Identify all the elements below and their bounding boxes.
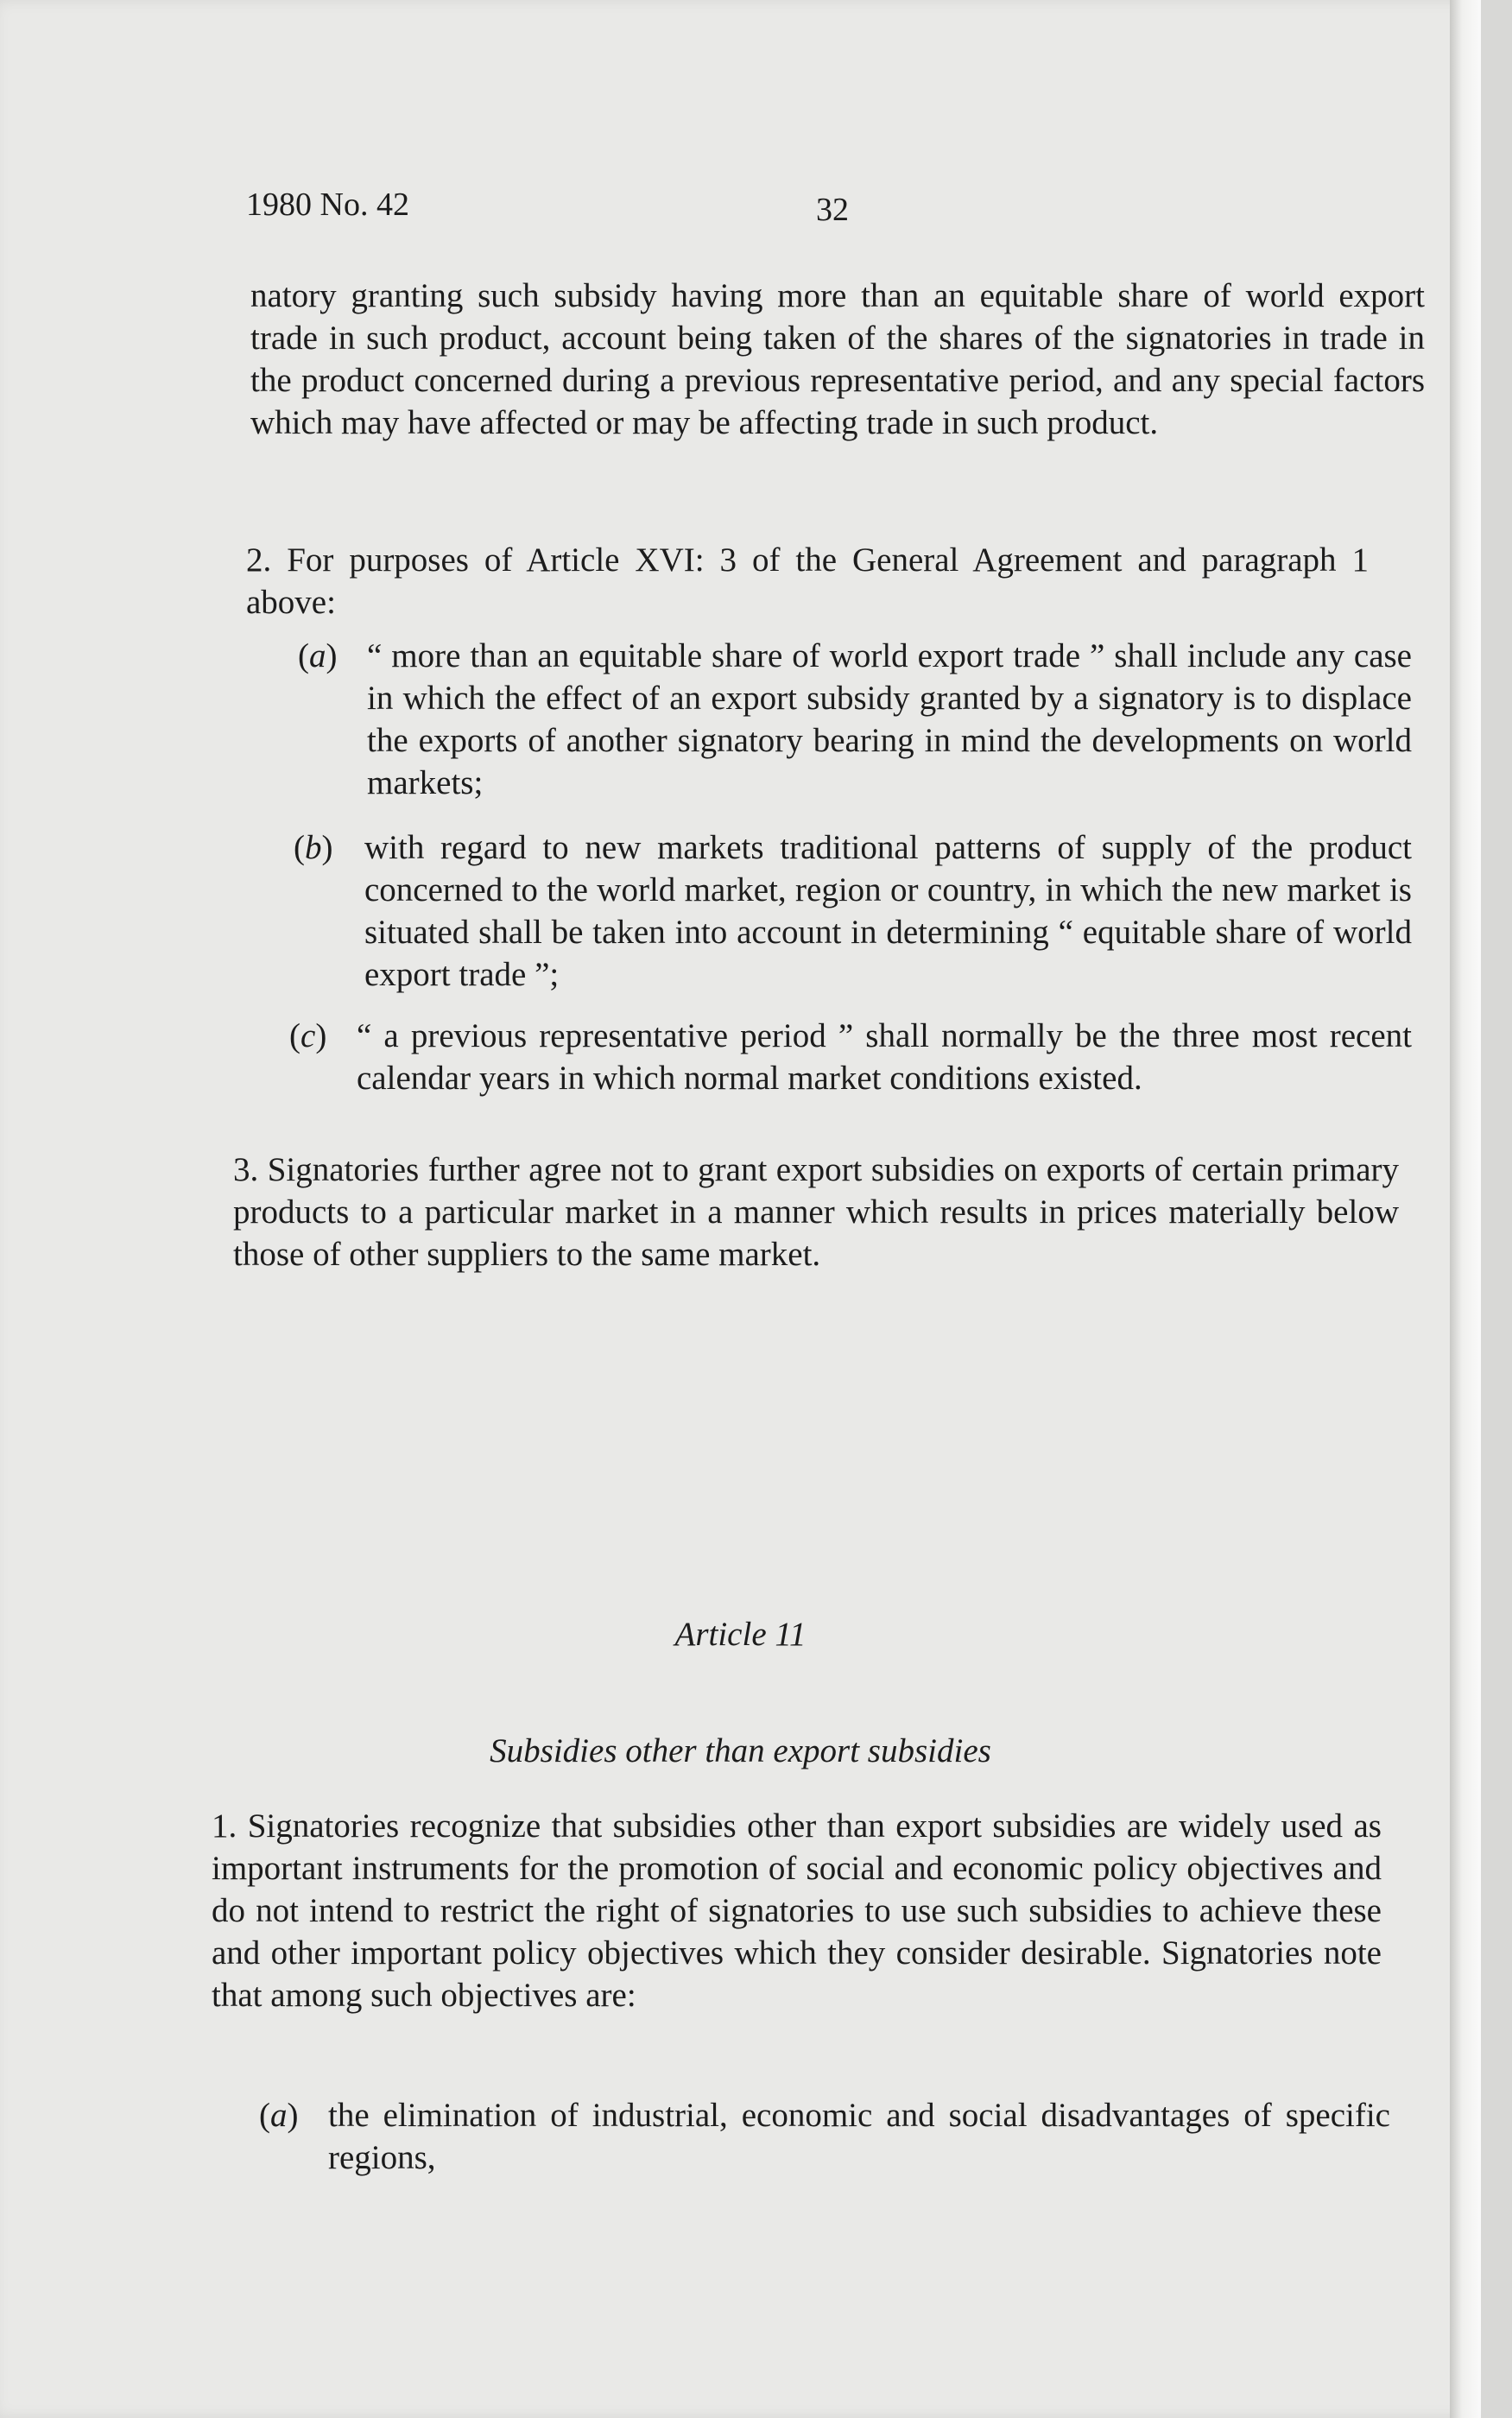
article-subtitle: Subsidies other than export subsidies	[490, 1732, 991, 1769]
article-list-item-a	[259, 2094, 1390, 2189]
list-item-c	[289, 1015, 1412, 1110]
list-item-label: (b)	[294, 829, 333, 866]
document-reference: 1980 No. 42	[246, 187, 409, 223]
list-item-a	[298, 635, 1412, 825]
paragraph-3: 3. Signatories further agree not to grant export subsidies on exports of certain primary products to a particular market in a manner which results in prices materially below those of other suppliers to the same market.	[233, 1151, 1399, 1273]
page-header	[246, 186, 1455, 237]
list-item-label: (a)	[259, 2097, 299, 2134]
article-title: Article 11	[674, 1616, 807, 1653]
page-edge-shadow	[1450, 0, 1481, 2418]
paragraph-2: 2. For purposes of Article XVI: 3 of the General Agreement and paragraph 1 above:	[246, 541, 1369, 621]
list-item-b	[294, 826, 1412, 1016]
list-item-label: (c)	[289, 1017, 327, 1054]
list-item-text: with regard to new markets traditional patterns of supply of the product concerned to the world market, region or country, in which the new market is situated shall be taken into account in determining “ equitable share of world export trade ”;	[364, 829, 1412, 993]
list-item-text: “ a previous representative period ” shall normally be the three most recent calendar years in which normal market conditions existed.	[357, 1017, 1412, 1097]
page-number: 32	[816, 192, 849, 228]
continuation-paragraph: natory granting such subsidy having more than an equitable share of world export trade in such product, account being taken of the shares of the signatories in trade in the product concerned during a previous representative period, and any special factors which may have affected or may be affecting trade in such product.	[250, 277, 1425, 441]
list-item-label: (a)	[298, 637, 338, 674]
list-item-text: the elimination of industrial, economic and social disadvantages of specific regions,	[328, 2097, 1390, 2176]
list-item-text: “ more than an equitable share of world export trade ” shall include any case in which the effect of an export subsidy granted by a signatory is to displace the exports of another signatory bearing in mind the developments on world markets;	[367, 637, 1412, 801]
article-paragraph-1: 1. Signatories recognize that subsidies other than export subsidies are widely used as important instruments for the promotion of social and economic policy objectives and do not intend to restrict the right of signatories to use such subsidies to achieve these and other important policy objectives which they consider desirable. Signatories note that among such objectives are:	[212, 1807, 1382, 2014]
